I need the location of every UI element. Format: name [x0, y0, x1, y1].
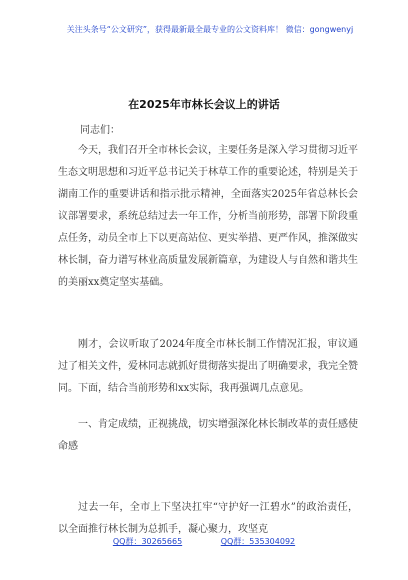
- header-note: 关注头条号“公文研究”，获得最新最全最专业的公文资料库！ 微信：gongwenyj: [66, 25, 354, 34]
- document-title: 在2025年市林长会议上的讲话: [128, 98, 280, 111]
- salutation: 同志们：: [80, 125, 120, 136]
- paragraph-1: 今天，我们召开全市林长会议，主要任务是深入学习贯彻习近平生态文明思想和习近平总书记关于林草工作的重要论述，特别是关于湖南工作的重要讲话和指示批示精神，全面落实2025年省总林长会议部署要求，系统总结过去一年工作，分析当前形势，部署下阶段重点任务，动员全市上下以更高站位、更实举措、更严作风，推深做实林长制，奋力谱写林业高质量发展新篇章，为建设人与自然和谐共生的美丽xx奠定坚实基础。: [58, 145, 358, 288]
- section-heading-1: 一、肯定成绩，正视挑战，切实增强深化林长制改革的责任感使命感: [58, 419, 358, 452]
- paragraph-2: 刚才，会议听取了2024年度全市林长制工作情况汇报，审议通过了相关文件，爱林同志就抓好贯彻落实提出了明确要求，我完全赞同。下面，结合当前形势和xx实际，我再强调几点意见。: [58, 339, 358, 394]
- footer-qq-group-1[interactable]: QQ群：30265665: [112, 537, 183, 546]
- footer: [0, 536, 408, 547]
- paragraph-3: 过去一年，全市上下坚决扛牢“守护好一江碧水”的政治责任，以全面推行林长制为总抓手，凝心聚力，攻坚克: [58, 502, 358, 535]
- footer-qq-group-2[interactable]: QQ群：535304092: [220, 537, 296, 546]
